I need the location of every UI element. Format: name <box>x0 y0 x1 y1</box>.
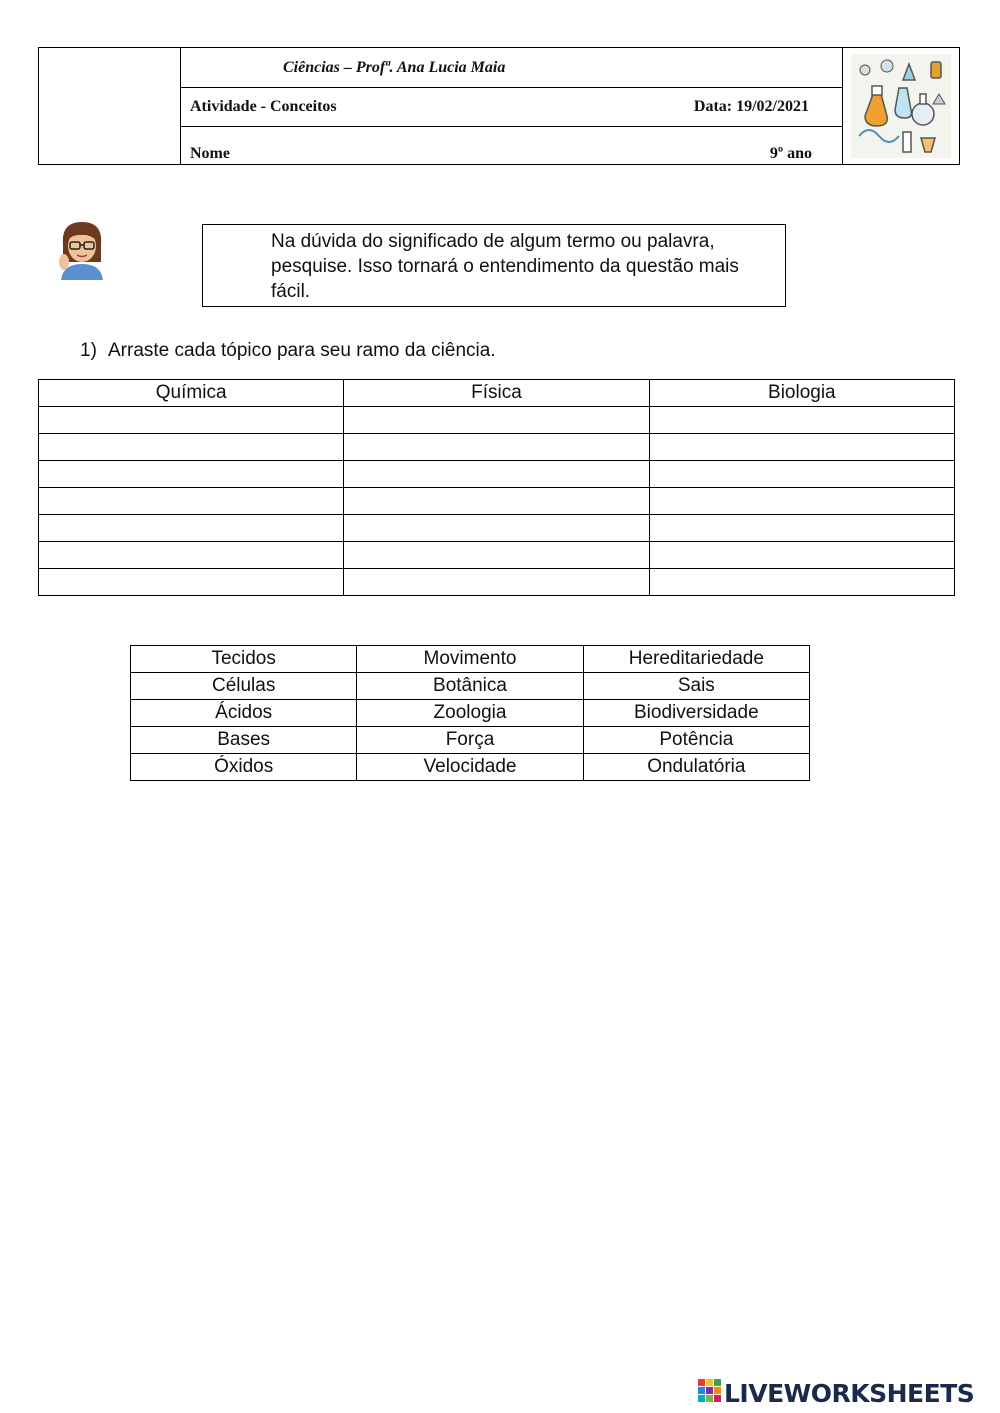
answer-table <box>38 379 955 596</box>
drop-zone-biologia[interactable] <box>649 434 954 461</box>
header-name-row <box>181 127 842 164</box>
draggable-term[interactable]: Potência <box>583 727 809 754</box>
header-biologia: Biologia <box>649 380 954 407</box>
drop-zone-quimica[interactable] <box>39 542 344 569</box>
name-label: Nome <box>190 145 230 162</box>
drop-zone-fisica[interactable] <box>344 542 649 569</box>
header-title-row <box>181 48 842 88</box>
drop-zone-biologia[interactable] <box>649 488 954 515</box>
draggable-term[interactable]: Ácidos <box>131 700 357 727</box>
header-image-cell <box>842 48 960 164</box>
drop-zone-fisica[interactable] <box>344 569 649 596</box>
drop-zone-biologia[interactable] <box>649 461 954 488</box>
terms-row <box>131 754 810 781</box>
teacher-avatar-icon <box>55 218 109 280</box>
header-quimica: Química <box>39 380 344 407</box>
draggable-term[interactable]: Tecidos <box>131 646 357 673</box>
terms-table <box>130 645 810 781</box>
worksheet-header <box>38 47 960 165</box>
science-lab-illustration-icon <box>851 54 951 158</box>
drop-zone-biologia[interactable] <box>649 407 954 434</box>
terms-row <box>131 646 810 673</box>
drop-zone-biologia[interactable] <box>649 515 954 542</box>
answer-row <box>39 515 955 542</box>
terms-row <box>131 673 810 700</box>
answer-row <box>39 569 955 596</box>
question-text: Arraste cada tópico para seu ramo da ciência. <box>108 340 496 361</box>
draggable-term[interactable]: Movimento <box>357 646 583 673</box>
answer-row <box>39 407 955 434</box>
liveworksheets-logo-icon <box>698 1379 722 1407</box>
question-number: 1) <box>80 340 97 361</box>
draggable-term[interactable]: Óxidos <box>131 754 357 781</box>
terms-row <box>131 700 810 727</box>
header-activity-row <box>181 88 842 127</box>
answer-row <box>39 488 955 515</box>
draggable-term[interactable]: Velocidade <box>357 754 583 781</box>
grade-label: 9º ano <box>769 145 812 162</box>
drop-zone-quimica[interactable] <box>39 569 344 596</box>
draggable-term[interactable]: Ondulatória <box>583 754 809 781</box>
drop-zone-quimica[interactable] <box>39 461 344 488</box>
answer-header-row <box>39 380 955 407</box>
drop-zone-fisica[interactable] <box>344 434 649 461</box>
answer-row <box>39 542 955 569</box>
draggable-term[interactable]: Sais <box>583 673 809 700</box>
draggable-term[interactable]: Biodiversidade <box>583 700 809 727</box>
answer-row <box>39 434 955 461</box>
tip-text: Na dúvida do significado de algum termo ou palavra, pesquise. Isso tornará o entendimento da questão mais fácil. <box>271 231 739 302</box>
drop-zone-biologia[interactable] <box>649 542 954 569</box>
header-fisica: Física <box>344 380 649 407</box>
header-blank-cell <box>39 48 181 164</box>
drop-zone-quimica[interactable] <box>39 488 344 515</box>
tip-box <box>202 224 786 307</box>
draggable-term[interactable]: Força <box>357 727 583 754</box>
worksheet-title: Ciências – Profª. Ana Lucia Maia <box>283 59 506 76</box>
terms-row <box>131 727 810 754</box>
date-label: Data: 19/02/2021 <box>693 98 809 115</box>
drop-zone-quimica[interactable] <box>39 407 344 434</box>
drop-zone-biologia[interactable] <box>649 569 954 596</box>
draggable-term[interactable]: Hereditariedade <box>583 646 809 673</box>
draggable-term[interactable]: Botânica <box>357 673 583 700</box>
draggable-term[interactable]: Células <box>131 673 357 700</box>
drop-zone-fisica[interactable] <box>344 515 649 542</box>
drop-zone-quimica[interactable] <box>39 434 344 461</box>
drop-zone-fisica[interactable] <box>344 488 649 515</box>
answer-row <box>39 461 955 488</box>
question-1 <box>80 340 496 362</box>
drop-zone-fisica[interactable] <box>344 407 649 434</box>
draggable-term[interactable]: Bases <box>131 727 357 754</box>
drop-zone-quimica[interactable] <box>39 515 344 542</box>
draggable-term[interactable]: Zoologia <box>357 700 583 727</box>
drop-zone-fisica[interactable] <box>344 461 649 488</box>
activity-label: Atividade - Conceitos <box>190 98 337 115</box>
header-info <box>181 48 842 164</box>
watermark-text: LIVEWORKSHEETS <box>724 1378 975 1408</box>
liveworksheets-watermark <box>698 1378 974 1408</box>
